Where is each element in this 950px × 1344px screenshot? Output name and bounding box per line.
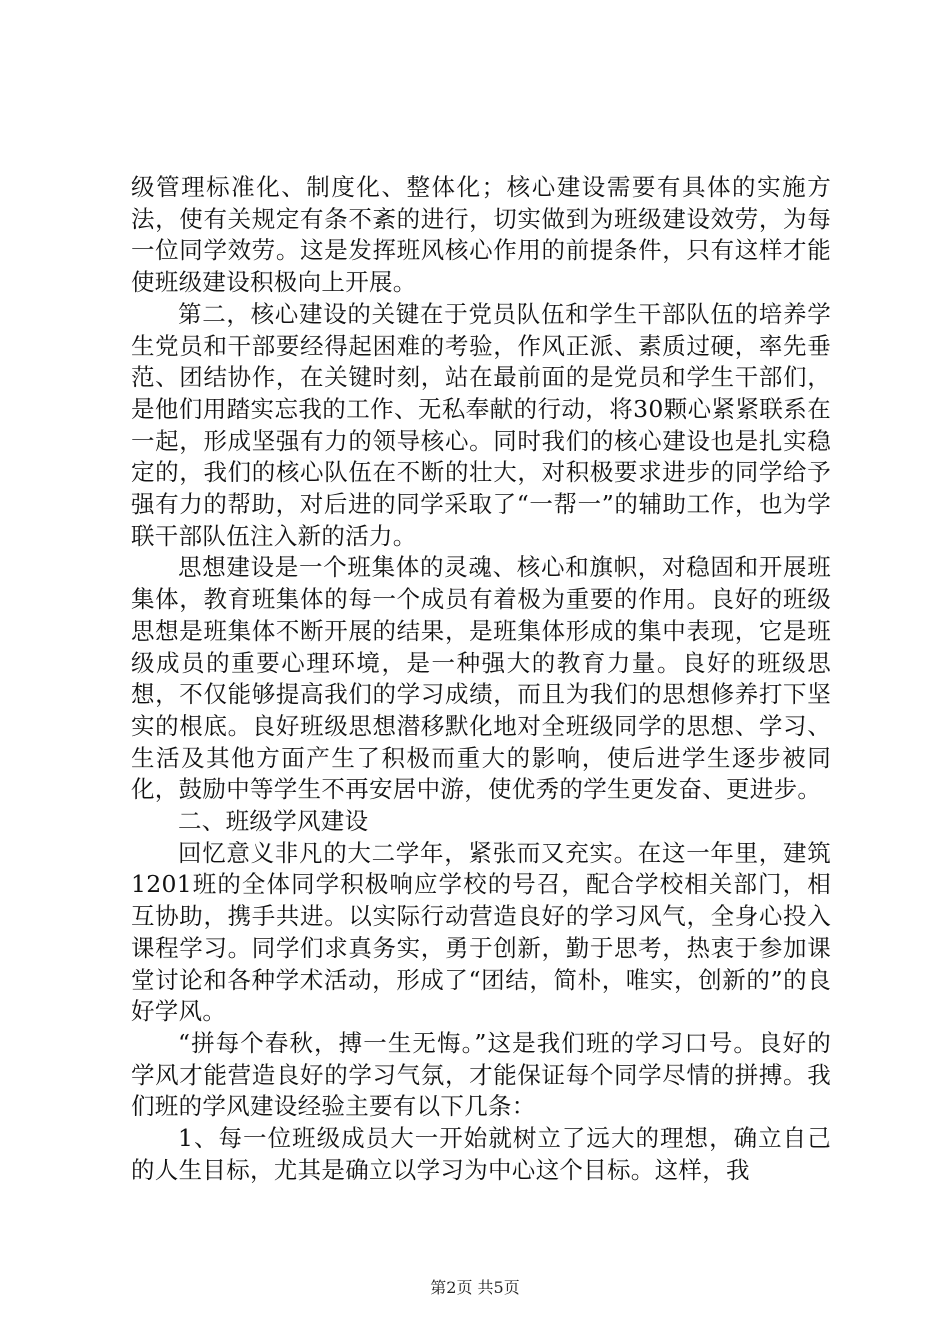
paragraph-slogan: “拼每个春秋，搏一生无悔。”这是我们班的学习口号。良好的学风才能营造良好的学习气氛，才能保证每个同学尽情的拼搏。我们班的学风建设经验主要有以下几条： [131, 1028, 831, 1121]
paragraph-continued: 级管理标准化、制度化、整体化；核心建设需要有具体的实施方法，使有关规定有条不紊的进行，切实做到为班级建设效劳，为每一位同学效劳。这是发挥班风核心作用的前提条件，只有这样才能使班级建设积极向上开展。 [131, 173, 831, 297]
paragraph-ideology: 思想建设是一个班集体的灵魂、核心和旗帜，对稳固和开展班集体，教育班集体的每一个成员有着极为重要的作用。良好的班级思想是班集体不断开展的结果，是班集体形成的集中表现，它是班级成员的重要心理环境，是一种强大的教育力量。良好的班级思想，不仅能够提高我们的学习成绩，而且为我们的思想修养打下坚实的根底。良好班级思想潜移默化地对全班级同学的思想、学习、生活及其他方面产生了积极而重大的影响，使后进学生逐步被同化，鼓励中等学生不再安居中游，使优秀的学生更发奋、更进步。 [131, 553, 831, 804]
paragraph-review-year: 回忆意义非凡的大二学年，紧张而又充实。在这一年里，建筑1201班的全体同学积极响应学校的号召，配合学校相关部门，相互协助，携手共进。以实际行动营造良好的学习风气，全身心投入课程学习。同学们求真务实，勇于创新，勤于思考，热衷于参加课堂讨论和各种学术活动，形成了“团结，简朴，唯实，创新的”的良好学风。 [131, 838, 831, 1026]
page-footer: 第2页 共5页 [430, 1278, 520, 1297]
document-body [131, 172, 831, 1187]
paragraph-core-team: 第二，核心建设的关键在于党员队伍和学生干部队伍的培养学生党员和干部要经得起困难的考验，作风正派、素质过硬，率先垂范、团结协作，在关键时刻，站在最前面的是党员和学生干部们，是他们用踏实忘我的工作、无私奉献的行动，将30颗心紧紧联系在一起，形成坚强有力的领导核心。同时我们的核心建设也是扎实稳定的，我们的核心队伍在不断的壮大，对积极要求进步的同学给予强有力的帮助，对后进的同学采取了“一帮一”的辅助工作，也为学联干部队伍注入新的活力。 [131, 299, 831, 550]
section-heading-study-style: 二、班级学风建设 [178, 807, 369, 836]
paragraph-item-1: 1、每一位班级成员大一开始就树立了远大的理想，确立自己的人生目标，尤其是确立以学习为中心这个目标。这样，我 [131, 1124, 831, 1184]
